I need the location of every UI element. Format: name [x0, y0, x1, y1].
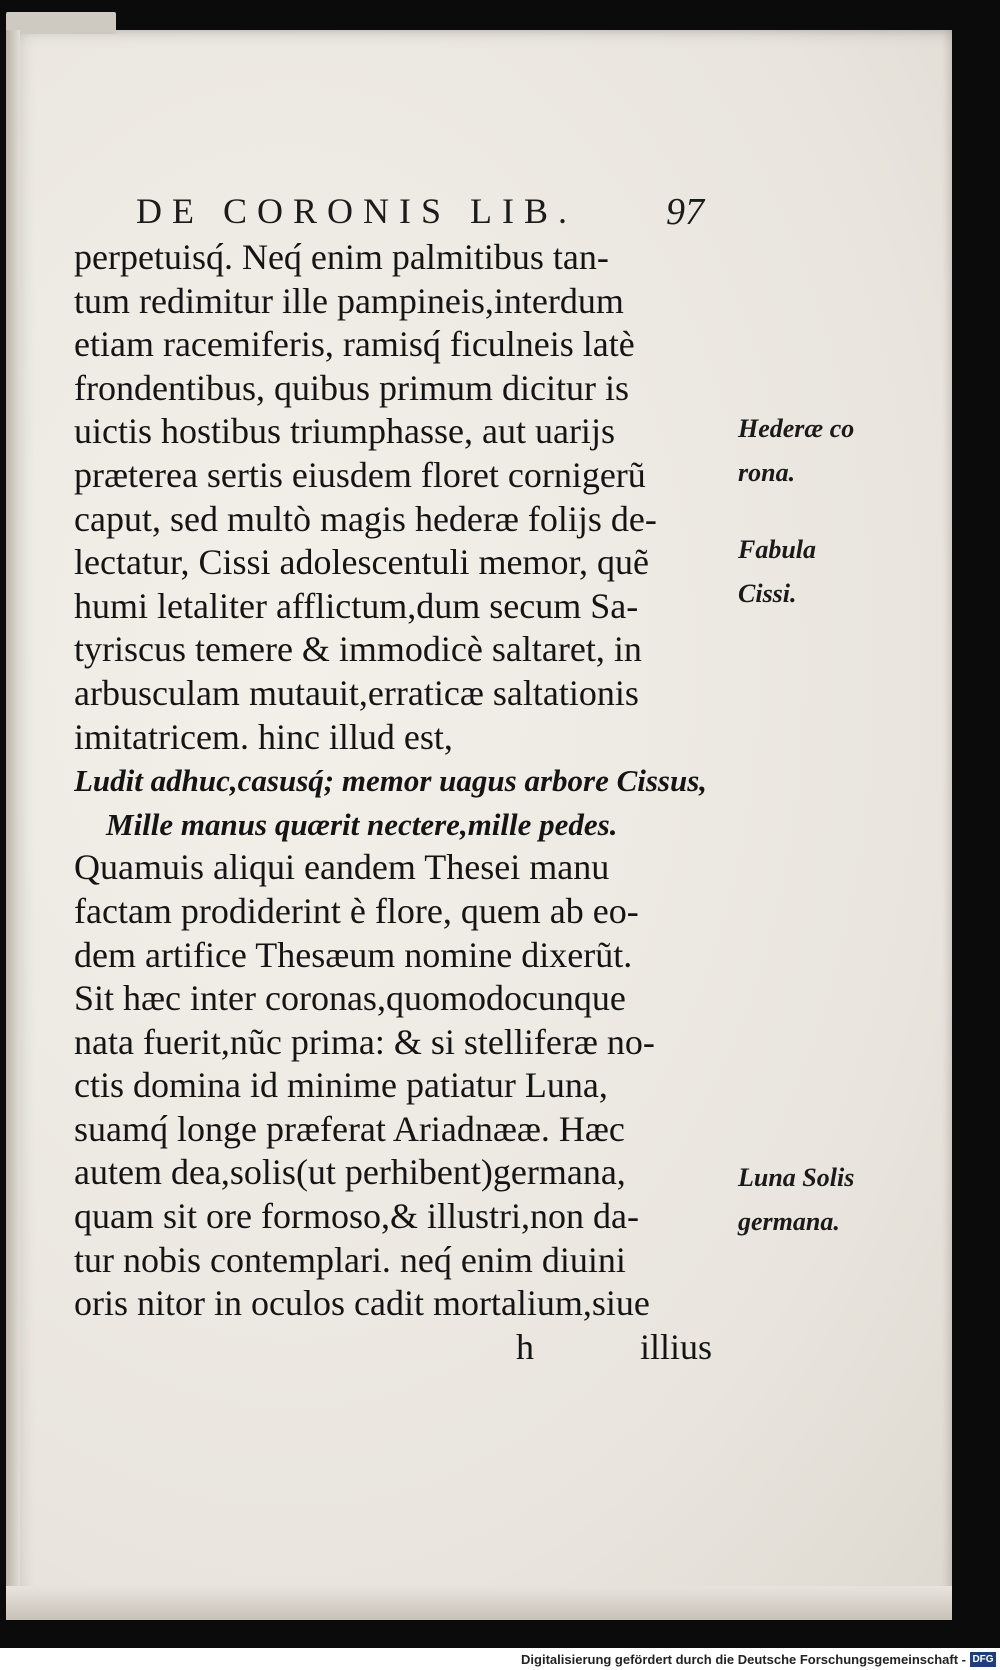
text-line: lectatur, Cissi adolescentuli memor, quẽ [74, 542, 649, 583]
text-line: perpetuisq́. Neq́ enim palmitibus tan- [74, 237, 609, 277]
text-line: autem dea,solis(ut perhibent)germana, [74, 1152, 626, 1193]
text-line: dem artifice Thesæum nomine dixerũt. [74, 934, 633, 975]
marginal-note [738, 1156, 938, 1243]
page-number: 97 [666, 191, 704, 233]
page-bottom-edge [6, 1586, 952, 1620]
text-line: Sit hæc inter coronas,quomodocunque [74, 978, 626, 1019]
running-head: DE CORONIS LIB. [136, 191, 578, 231]
verse-line: Ludit adhuc,casusq́; memor uagus arbore Cissus, [74, 763, 708, 799]
text-line: tyriscus temere & immodicè saltaret, in [74, 629, 642, 670]
page-gutter [6, 30, 20, 1620]
page-header [136, 190, 736, 236]
text-line: caput, sed multò magis hederæ folijs de- [74, 498, 657, 539]
text-line: uictis hostibus triumphasse, aut uarijs [74, 411, 615, 452]
signature-mark: h [516, 1326, 534, 1367]
marginal-note-line: Fabula [738, 535, 817, 564]
footer-bar [0, 1648, 1000, 1670]
marginal-note [738, 407, 938, 494]
marginal-note-line: rona. [738, 457, 796, 487]
text-line: arbusculam mutauit,erraticæ saltationis [74, 672, 639, 713]
text-line: oris nitor in oculos cadit mortalium,siue [74, 1283, 650, 1324]
text-line: imitatricem. hinc illud est, [74, 716, 453, 757]
text-line: quam sit ore formoso,& illustri,non da- [74, 1196, 639, 1237]
verse-line: Mille manus quærit nectere,mille pedes. [106, 806, 618, 842]
text-line: etiam racemiferis, ramisq́ ficulneis latè [74, 324, 635, 365]
text-line: tur nobis contemplari. neq́ enim diuini [74, 1239, 626, 1280]
dfg-logo: DFG [970, 1652, 996, 1667]
marginal-note-line: Hederæ co [738, 414, 855, 443]
main-text [74, 236, 734, 1369]
catch-line [74, 1326, 734, 1370]
text-line: nata fuerit,nũc prima: & si stelliferæ no- [74, 1021, 655, 1062]
marginal-note-line: germana. [738, 1206, 840, 1236]
text-line: suamq́ longe præferat Ariadnææ. Hæc [74, 1108, 625, 1149]
page-tab [6, 12, 116, 34]
text-line: factam prodiderint è flore, quem ab eo- [74, 890, 639, 931]
book-page [6, 30, 952, 1620]
text-line: ctis domina id minime patiatur Luna, [74, 1065, 608, 1106]
text-line: frondentibus, quibus primum dicitur is [74, 367, 629, 408]
marginal-note [738, 528, 938, 615]
text-line: præterea sertis eiusdem floret cornigerũ [74, 454, 646, 495]
funding-credit: Digitalisierung gefördert durch die Deutsche Forschungsgemeinschaft - [521, 1652, 966, 1667]
text-line: humi letaliter afflictum,dum secum Sa- [74, 585, 639, 626]
text-line: Quamuis aliqui eandem Thesei manu [74, 847, 610, 888]
catchword: illius [640, 1326, 713, 1367]
marginal-note-line: Luna Solis [738, 1163, 855, 1192]
marginal-note-line: Cissi. [738, 578, 797, 608]
text-line: tum redimitur ille pampineis,interdum [74, 280, 624, 321]
